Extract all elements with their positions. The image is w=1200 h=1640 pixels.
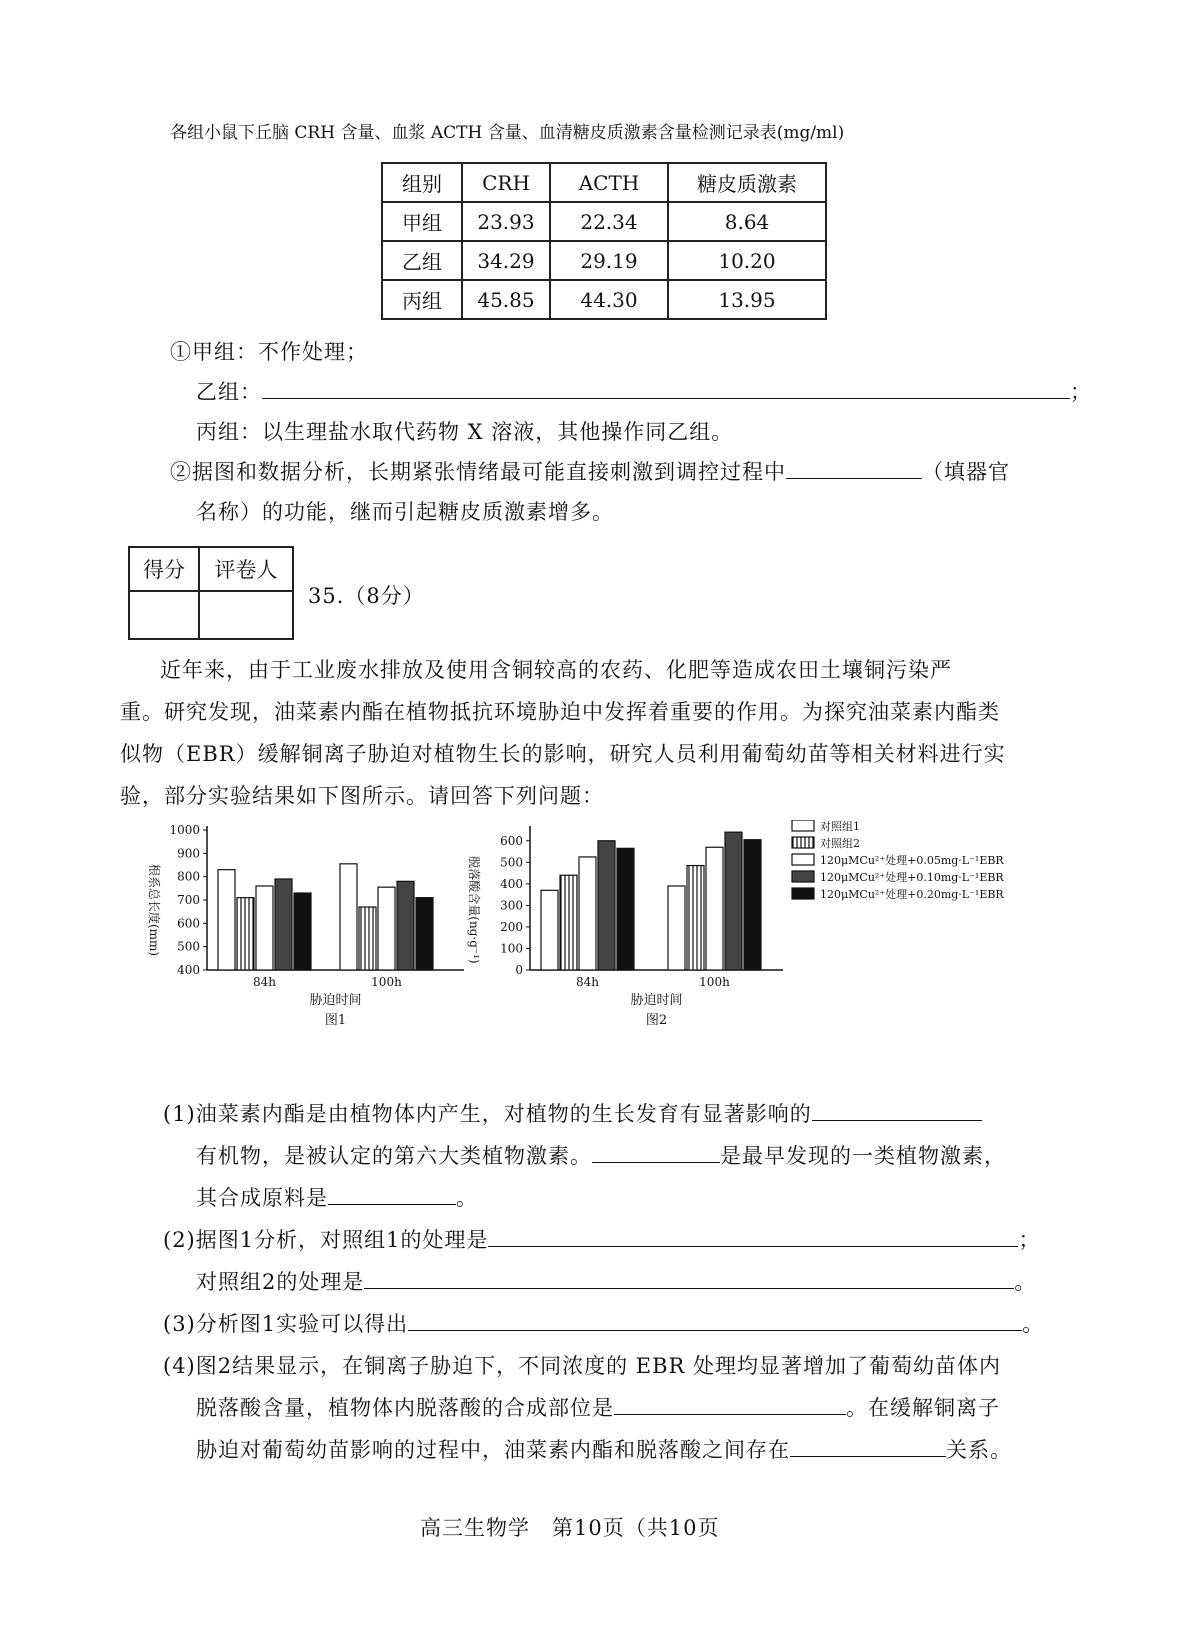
q1-line3 <box>196 1182 478 1212</box>
q1-line2 <box>196 1140 1006 1170</box>
q1-text: (1)油菜素内酯是由植物体内产生，对植物的生长发育有显著影响的 <box>163 1102 812 1126</box>
q4-text: 。在缓解铜离子 <box>846 1396 1000 1420</box>
y-tick-label: 500 <box>500 855 523 870</box>
q34-item1-line2 <box>196 376 1092 406</box>
y-tick-label: 800 <box>177 869 200 884</box>
chart-bar <box>541 890 558 970</box>
charts-figure <box>0 820 1200 1060</box>
chart-bar <box>706 847 723 970</box>
chart-bar <box>218 870 235 970</box>
table-cell: 10.20 <box>668 241 826 280</box>
legend-label: 120μMCu²⁺处理+0.10mg·L⁻¹EBR <box>820 871 1004 884</box>
q34-item2-text: ②据图和数据分析，长期紧张情绪最可能直接刺激到调控过程中 <box>170 460 786 484</box>
answer-blank[interactable] <box>408 1312 1022 1331</box>
chart-bar <box>359 907 376 970</box>
q34-item2-line2: 名称）的功能，继而引起糖皮质激素增多。 <box>196 500 614 524</box>
hormone-table <box>381 162 827 320</box>
chart-bar <box>237 898 254 970</box>
y-tick-label: 600 <box>177 916 200 931</box>
legend-swatch <box>792 871 814 882</box>
q34-item2-end: （填器官 <box>922 460 1010 484</box>
chart-bar <box>256 886 273 970</box>
y-axis-label: 根系总长度(mm) <box>147 863 161 957</box>
q4-text: 脱落酸含量，植物体内脱落酸的合成部位是 <box>196 1396 614 1420</box>
grader-label: 评卷人 <box>199 547 293 591</box>
q2-text: (2)据图1分析，对照组1的处理是 <box>163 1228 489 1252</box>
chart-title: 图2 <box>645 1013 668 1028</box>
q34-item2-line1 <box>170 456 1010 486</box>
chart-bar <box>725 832 742 970</box>
score-label: 得分 <box>129 547 199 591</box>
intro-line: 验，部分实验结果如下图所示。请回答下列问题： <box>120 784 604 808</box>
x-tick-label: 84h <box>253 975 276 989</box>
answer-blank[interactable] <box>364 1270 1014 1289</box>
q2-line1 <box>163 1224 1040 1254</box>
legend-swatch <box>792 820 814 831</box>
answer-blank[interactable] <box>790 1438 946 1457</box>
y-tick-label: 600 <box>500 833 523 848</box>
q3-text: 。 <box>1022 1312 1045 1336</box>
x-tick-label: 100h <box>699 975 730 989</box>
table-caption: 各组小鼠下丘脑 CRH 含量、血浆 ACTH 含量、血清糖皮质激素含量检测记录表(mg/ml) <box>170 123 845 143</box>
legend-label: 120μMCu²⁺处理+0.20mg·L⁻¹EBR <box>820 888 1004 901</box>
q2-text: ； <box>1018 1228 1041 1252</box>
answer-blank[interactable] <box>812 1102 982 1121</box>
q2-text: 。 <box>1014 1270 1037 1294</box>
y-tick-label: 400 <box>177 963 200 977</box>
x-axis-label: 胁迫时间 <box>630 993 683 1008</box>
answer-blank[interactable] <box>614 1396 846 1415</box>
x-tick-label: 100h <box>371 975 402 989</box>
q4-line2 <box>196 1392 1000 1422</box>
table-header-row <box>382 163 826 202</box>
chart-bar <box>560 875 577 970</box>
table-cell: 45.85 <box>462 280 550 319</box>
table-cell: 丙组 <box>382 280 462 319</box>
y-tick-label: 0 <box>515 963 523 977</box>
y-tick-label: 1000 <box>169 823 200 837</box>
q34-line-end: ； <box>1070 380 1092 404</box>
q34-group-b-label: 乙组： <box>196 380 262 404</box>
y-tick-label: 200 <box>500 919 523 934</box>
table-row <box>382 280 826 319</box>
table-cell: 44.30 <box>550 280 668 319</box>
y-tick-label: 100 <box>500 941 523 956</box>
table-cell: 13.95 <box>668 280 826 319</box>
chart-bar <box>687 866 704 970</box>
y-tick-label: 900 <box>177 846 200 861</box>
q2-text: 对照组2的处理是 <box>196 1270 365 1294</box>
q4-line1: (4)图2结果显示，在铜离子胁迫下，不同浓度的 EBR 处理均显著增加了葡萄幼苗体内 <box>163 1354 1002 1378</box>
q3-text: (3)分析图1实验可以得出 <box>163 1312 409 1336</box>
q35-title: 35.（8分） <box>308 584 425 608</box>
y-tick-label: 400 <box>500 876 523 891</box>
legend-swatch <box>792 837 814 848</box>
answer-blank[interactable] <box>592 1144 720 1163</box>
table-cell: 8.64 <box>668 202 826 241</box>
chart-bar <box>579 857 596 970</box>
legend-label: 120μMCu²⁺处理+0.05mg·L⁻¹EBR <box>820 854 1004 867</box>
legend-label: 对照组1 <box>820 820 860 833</box>
q34-item1-line1: ①甲组：不作处理； <box>170 340 368 364</box>
q34-item1-line3: 丙组：以生理盐水取代药物 X 溶液，其他操作同乙组。 <box>196 420 734 444</box>
x-tick-label: 84h <box>576 975 599 989</box>
chart-bar <box>668 886 685 970</box>
table-cell: 34.29 <box>462 241 550 280</box>
chart-bar <box>378 887 395 970</box>
answer-blank[interactable] <box>262 380 1070 399</box>
answer-blank[interactable] <box>488 1228 1018 1247</box>
page-footer: 高三生物学 第10页（共10页 <box>420 1516 720 1540</box>
table-row <box>382 202 826 241</box>
y-axis-label: 脱落酸含量(ng·g⁻¹) <box>467 856 481 964</box>
chart-bar <box>275 879 292 970</box>
y-tick-label: 300 <box>500 898 523 913</box>
legend-label: 对照组2 <box>820 837 860 850</box>
table-header-cell: CRH <box>462 163 550 202</box>
q1-text: 是最早发现的一类植物激素， <box>720 1144 1006 1168</box>
answer-blank[interactable] <box>328 1186 456 1205</box>
answer-blank[interactable] <box>786 460 922 479</box>
table-cell: 22.34 <box>550 202 668 241</box>
table-cell: 23.93 <box>462 202 550 241</box>
chart-bar <box>744 840 761 970</box>
y-tick-label: 700 <box>177 893 200 907</box>
q1-text: 有机物，是被认定的第六大类植物激素。 <box>196 1144 592 1168</box>
q1-text: 其合成原料是 <box>196 1186 328 1210</box>
table-cell: 甲组 <box>382 202 462 241</box>
chart-bar <box>617 848 634 970</box>
table-cell: 29.19 <box>550 241 668 280</box>
chart-bar <box>294 893 311 970</box>
chart-bar <box>416 898 433 970</box>
x-axis-label: 胁迫时间 <box>309 993 362 1008</box>
q4-text: 关系。 <box>946 1438 1012 1462</box>
score-box <box>128 546 294 640</box>
q1-text: 。 <box>456 1186 478 1210</box>
q3-line <box>163 1308 1044 1338</box>
legend-swatch <box>792 888 814 899</box>
q4-line3 <box>196 1434 1012 1464</box>
grader-cell[interactable] <box>199 591 293 639</box>
table-header-cell: ACTH <box>550 163 668 202</box>
intro-line: 似物（EBR）缓解铜离子胁迫对植物生长的影响，研究人员利用葡萄幼苗等相关材料进行实 <box>120 742 1006 766</box>
intro-line: 近年来，由于工业废水排放及使用含铜较高的农药、化肥等造成农田土壤铜污染严 <box>160 658 952 682</box>
table-header-cell: 糖皮质激素 <box>668 163 826 202</box>
intro-line: 重。研究发现，油菜素内酯在植物抵抗环境胁迫中发挥着重要的作用。为探究油菜素内酯类 <box>120 700 1000 724</box>
score-cell[interactable] <box>129 591 199 639</box>
chart-bar <box>598 841 615 970</box>
chart-title: 图1 <box>324 1013 347 1028</box>
table-row <box>382 241 826 280</box>
chart-bar <box>397 881 414 970</box>
chart-bar <box>340 864 357 970</box>
q4-text: 胁迫对葡萄幼苗影响的过程中，油菜素内酯和脱落酸之间存在 <box>196 1438 790 1462</box>
table-header-cell: 组别 <box>382 163 462 202</box>
legend-swatch <box>792 854 814 865</box>
table-cell: 乙组 <box>382 241 462 280</box>
q2-line2 <box>196 1266 1036 1296</box>
q1-line1 <box>163 1098 982 1128</box>
y-tick-label: 500 <box>177 939 200 954</box>
